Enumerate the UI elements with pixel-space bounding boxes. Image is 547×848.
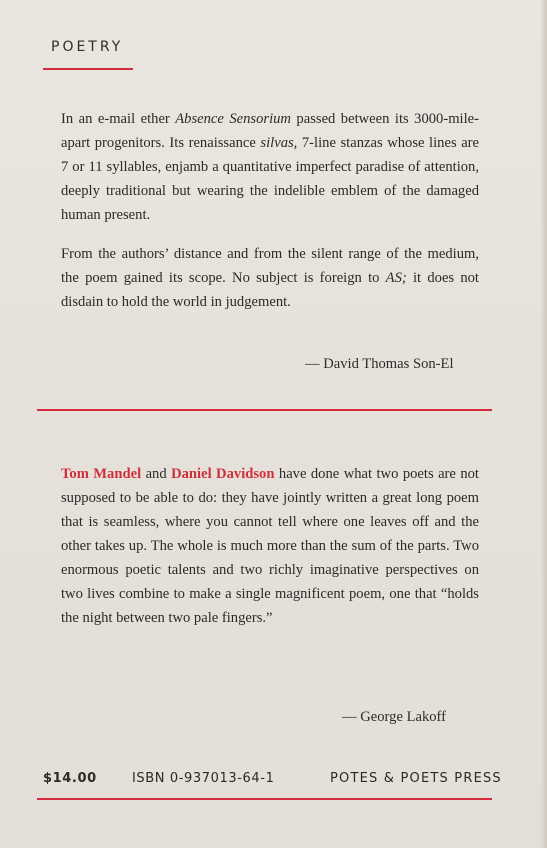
isbn: ISBN 0-937013-64-1 [132,771,275,786]
blurb-2-attribution: — George Lakoff [342,709,447,725]
blurb-2-paragraph [61,462,479,630]
blurb-2-text: have done what two poets are not supposed to be able to do: they have jointly written a great long poem that is seamless, where you cannot tell where one leaves off and the other takes up. The whole is much more than the sum of the parts. Two enormous poetic talents and two richly imaginative perspectives on two lives combine to make a single magnificent poem, one that “holds the night between two pale fingers.” [61,466,479,626]
category-underline [43,68,133,70]
blurb-1-paragraph-1 [61,107,479,227]
blurb-1-p2-before: From the authors’ distance and from the silent range of the medium, the poem gained its scope. No subject is foreign to [61,246,479,286]
as-italic: AS; [385,270,407,286]
blurb-1-p1-before: In an e-mail ether [61,111,176,127]
footer-rule [37,798,492,800]
book-title-italic: Absence Sensorium [175,111,291,127]
blurb-1-p2-after: it does not disdain to hold the world in judgement. [61,270,479,310]
blurb-1-paragraph-2 [61,242,479,314]
category-label: POETRY [51,39,124,55]
publisher: POTES & POETS PRESS [330,771,502,786]
section-divider [37,409,492,411]
author-name-daniel-davidson: Daniel Davidson [171,466,275,482]
blurb-1-attribution: — David Thomas Son-El [305,356,454,372]
blurb-2-and: and [141,466,172,482]
silvas-italic: silvas, [260,135,298,151]
blurb-1-p1-mid: passed between its 3000-mile-apart progenitors. Its renaissance [61,111,480,151]
price: $14.00 [43,771,97,786]
cover-edge [541,0,547,848]
blurb-1-p1-after: 7-line stanzas whose lines are 7 or 11 syllables, enjamb a quantitative imperfect paradise of attention, deeply traditional but wearing the indelible emblem of the damaged human present. [61,135,480,223]
author-name-tom-mandel: Tom Mandel [61,466,142,482]
